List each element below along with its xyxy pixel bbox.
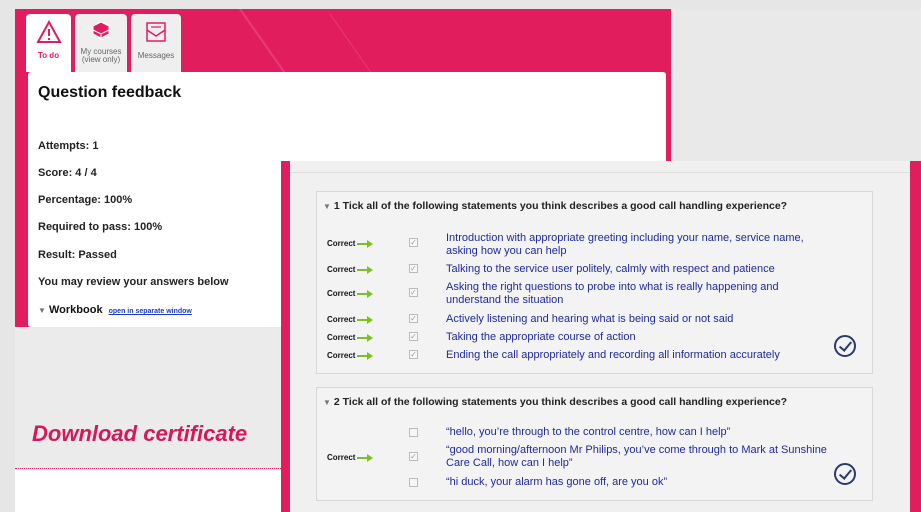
triangle-down-icon: ▼ — [38, 306, 46, 315]
answer-checkbox[interactable]: ✓ — [410, 314, 417, 323]
question-block — [316, 191, 873, 374]
answer-text: Ending the call appropriately and recording all information accurately — [446, 349, 780, 361]
triangle-down-icon: ▼ — [323, 202, 331, 211]
sidebar-bottom — [15, 470, 281, 512]
tab-messages[interactable] — [131, 14, 181, 72]
correct-check-icon — [834, 463, 856, 485]
answer-text: Taking the appropriate course of action — [446, 331, 636, 343]
workbook-label: Workbook — [48, 304, 103, 316]
envelope-icon — [144, 20, 168, 44]
answer-checkbox[interactable]: ✓ — [410, 264, 417, 273]
divider — [15, 468, 281, 469]
answer-text: Introduction with appropriate greeting including your name, service name, asking how you can help — [446, 232, 804, 257]
attempts-text: Attempts: 1 — [38, 140, 99, 152]
score-text: Score: 4 / 4 — [38, 167, 97, 179]
question-block — [316, 387, 873, 501]
arrow-right-icon — [357, 266, 373, 274]
answer-checkbox[interactable]: ✓ — [410, 452, 417, 461]
correct-label: Correct — [327, 239, 373, 248]
arrow-right-icon — [357, 352, 373, 360]
correct-check-icon — [834, 335, 856, 357]
tab-my-courses[interactable] — [75, 14, 127, 72]
answer-text: “hi duck, your alarm has gone off, are you ok” — [446, 476, 668, 488]
answer-text: Actively listening and hearing what is being said or not said — [446, 313, 734, 325]
answer-checkbox[interactable]: ✓ — [410, 288, 417, 297]
percentage-text: Percentage: 100% — [38, 194, 133, 206]
download-certificate-link[interactable]: Download certificate — [32, 421, 248, 446]
correct-label: Correct — [327, 333, 373, 342]
warning-triangle-icon — [36, 20, 62, 44]
answer-text: Talking to the service user politely, calmly with respect and patience — [446, 263, 775, 275]
background-panel — [671, 9, 921, 161]
page-title: Question feedback — [38, 84, 182, 101]
answer-text: “good morning/afternoon Mr Philips, you’ve come through to Mark at Sunshine Care Call, how can I help” — [446, 444, 827, 469]
arrow-right-icon — [357, 290, 373, 298]
workbook-section[interactable] — [38, 304, 192, 316]
tab-label: My courses (view only) — [80, 47, 122, 64]
arrow-right-icon — [357, 334, 373, 342]
correct-label: Correct — [327, 289, 373, 298]
question-title: ▼ 1 Tick all of the following statements you think describes a good call handling experience? — [323, 200, 788, 212]
correct-label: Correct — [327, 265, 373, 274]
answer-checkbox[interactable]: ✓ — [410, 350, 417, 359]
result-text: Result: Passed — [38, 249, 117, 261]
triangle-down-icon: ▼ — [323, 398, 331, 407]
tab-label: To do — [37, 51, 60, 60]
tab-label: Messages — [137, 51, 175, 60]
divider — [290, 172, 910, 173]
tab-to-do[interactable] — [26, 14, 71, 72]
answer-checkbox[interactable]: ✓ — [410, 238, 417, 247]
correct-label: Correct — [327, 351, 373, 360]
review-text: You may review your answers below — [38, 276, 229, 288]
question-title: ▼ 2 Tick all of the following statements you think describes a good call handling experience? — [323, 396, 788, 408]
arrow-right-icon — [357, 240, 373, 248]
answer-text: “hello, you’re through to the control centre, how can I help” — [446, 426, 731, 438]
answer-checkbox[interactable]: ✓ — [410, 332, 417, 341]
answer-checkbox[interactable] — [409, 428, 418, 437]
cubes-icon — [87, 20, 115, 44]
answer-text: Asking the right questions to probe into what is really happening and understand the situation — [446, 281, 779, 306]
arrow-right-icon — [357, 316, 373, 324]
arrow-right-icon — [357, 454, 373, 462]
required-text: Required to pass: 100% — [38, 221, 163, 233]
open-separate-window-link[interactable]: open in separate window — [108, 308, 192, 315]
correct-label: Correct — [327, 453, 373, 462]
correct-label: Correct — [327, 315, 373, 324]
answer-checkbox[interactable] — [409, 478, 418, 487]
